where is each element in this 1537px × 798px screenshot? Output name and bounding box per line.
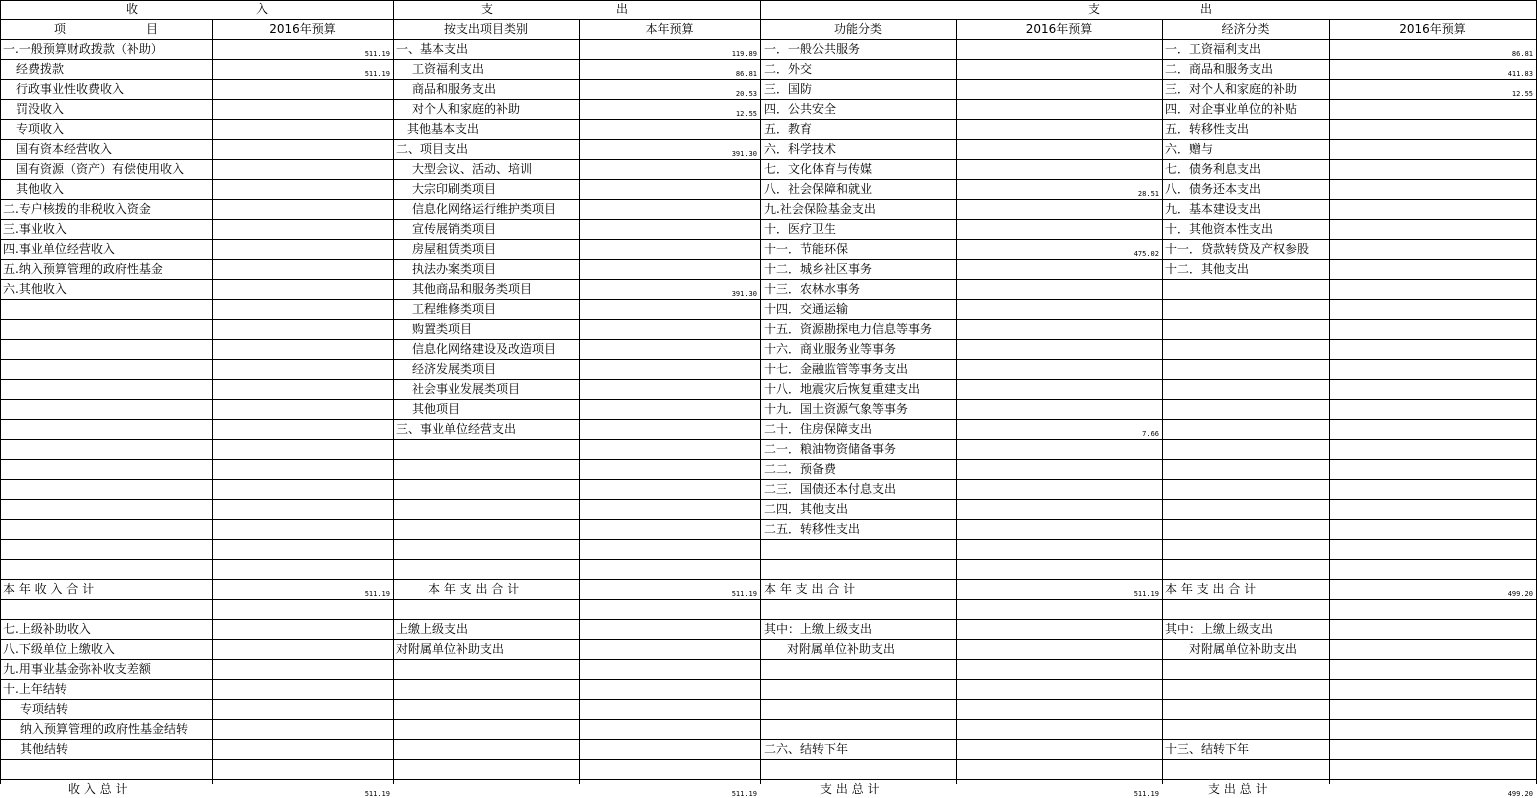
function-category-item: 支 出 总 计	[820, 782, 880, 796]
function-category-item: 十三．农林水事务	[764, 282, 861, 296]
project-budget-value: 119.89	[731, 50, 757, 58]
income-item: 专项收入	[16, 122, 65, 136]
expense-title-char-1: 支	[480, 2, 493, 16]
income-item: 行政事业性收费收入	[16, 82, 125, 96]
function-category-item: 十八．地震灾后恢复重建支出	[764, 382, 921, 396]
grid-line	[0, 599, 1537, 600]
grid-line	[0, 699, 1537, 700]
project-budget-value: 391.30	[731, 290, 757, 298]
project-budget-value: 511.19	[731, 790, 757, 798]
expense-title-2-char-1: 支	[1087, 2, 1100, 16]
income-item: 三.事业收入	[3, 222, 67, 236]
function-category-item: 八．社会保障和就业	[764, 182, 873, 196]
function-category-item: 十．医疗卫生	[764, 222, 837, 236]
project-category-item: 三、事业单位经营支出	[396, 422, 517, 436]
project-category-item: 对个人和家庭的补助	[412, 102, 521, 116]
column-header: 本年预算	[645, 22, 694, 36]
income-item: 国有资源（资产）有偿使用收入	[16, 162, 185, 176]
income-title-char-2: 入	[255, 2, 268, 16]
grid-line	[0, 539, 1537, 540]
function-budget-value: 28.51	[1137, 190, 1159, 198]
income-item: 五.纳入预算管理的政府性基金	[3, 262, 163, 276]
function-category-item: 二五．转移性支出	[764, 522, 861, 536]
income-item: 其他结转	[20, 742, 69, 756]
function-category-item: 十一．节能环保	[764, 242, 849, 256]
grid-line	[0, 779, 1537, 780]
grid-line	[0, 0, 1, 784]
project-category-item: 执法办案类项目	[412, 262, 497, 276]
function-budget-value: 511.19	[1133, 590, 1159, 598]
project-category-item: 信息化网络运行维护类项目	[412, 202, 557, 216]
income-value: 511.19	[364, 590, 390, 598]
economic-budget-value: 12.55	[1511, 90, 1533, 98]
function-category-item: 十四．交通运输	[764, 302, 849, 316]
grid-line	[0, 19, 1537, 20]
col-header-item-char-2: 目	[145, 22, 158, 36]
column-header: 2016年预算	[1025, 22, 1093, 36]
grid-line	[760, 0, 761, 784]
function-budget-value: 475.02	[1133, 250, 1159, 258]
project-category-item: 信息化网络建设及改造项目	[412, 342, 557, 356]
income-item: 九.用事业基金弥补收支差额	[3, 662, 151, 676]
expense-title-2-char-2: 出	[1199, 2, 1212, 16]
function-category-item: 二一．粮油物资储备事务	[764, 442, 897, 456]
economic-category-item: 十一．贷款转贷及产权参股	[1165, 242, 1310, 256]
function-budget-value: 7.66	[1142, 430, 1159, 438]
project-category-item: 其他项目	[412, 402, 461, 416]
function-category-item: 九.社会保险基金支出	[764, 202, 876, 216]
project-category-item: 社会事业发展类项目	[412, 382, 521, 396]
project-category-item: 宣传展销类项目	[412, 222, 497, 236]
function-category-item: 二三．国债还本付息支出	[764, 482, 897, 496]
income-item: 纳入预算管理的政府性基金结转	[20, 722, 189, 736]
function-category-item: 十九．国土资源气象等事务	[764, 402, 909, 416]
income-item: 国有资本经营收入	[16, 142, 113, 156]
grid-line	[956, 19, 957, 784]
grid-line	[0, 759, 1537, 760]
function-category-item: 本 年 支 出 合 计	[764, 582, 856, 596]
economic-category-item: 其中：上缴上级支出	[1165, 622, 1274, 636]
grid-line	[0, 559, 1537, 560]
economic-category-item: 十三、结转下年	[1165, 742, 1250, 756]
grid-line	[1162, 19, 1163, 784]
project-category-item: 上缴上级支出	[396, 622, 469, 636]
project-category-item: 大型会议、活动、培训	[412, 162, 533, 176]
income-item: 收 入 总 计	[68, 782, 128, 796]
project-budget-value: 20.53	[735, 90, 757, 98]
economic-category-item: 本 年 支 出 合 计	[1165, 582, 1257, 596]
grid-line	[0, 679, 1537, 680]
income-item: 四.事业单位经营收入	[3, 242, 115, 256]
grid-line	[1329, 19, 1330, 784]
project-category-item: 对附属单位补助支出	[396, 642, 505, 656]
project-budget-value: 391.30	[731, 150, 757, 158]
function-category-item: 二十．住房保障支出	[764, 422, 873, 436]
income-item: 二.专户核拨的非税收入资金	[3, 202, 151, 216]
project-category-item: 一、基本支出	[396, 42, 469, 56]
income-item: 七.上级补助收入	[3, 622, 91, 636]
income-item: 十.上年结转	[3, 682, 67, 696]
project-category-item: 其他商品和服务类项目	[412, 282, 533, 296]
economic-category-item: 十．其他资本性支出	[1165, 222, 1274, 236]
economic-budget-value: 411.83	[1507, 70, 1533, 78]
grid-line	[212, 19, 213, 784]
income-item: 经费拨款	[16, 62, 65, 76]
economic-category-item: 八．债务还本支出	[1165, 182, 1262, 196]
income-item: 八.下级单位上缴收入	[3, 642, 115, 656]
function-category-item: 四．公共安全	[764, 102, 837, 116]
function-category-item: 二．外交	[764, 62, 813, 76]
grid-line	[0, 719, 1537, 720]
project-category-item: 工资福利支出	[412, 62, 485, 76]
income-item: 罚没收入	[16, 102, 65, 116]
economic-category-item: 一．工资福利支出	[1165, 42, 1262, 56]
function-category-item: 对附属单位补助支出	[787, 642, 896, 656]
column-header: 经济分类	[1221, 22, 1270, 36]
income-item: 其他收入	[16, 182, 65, 196]
economic-budget-value: 499.20	[1507, 790, 1533, 798]
function-budget-value: 511.19	[1133, 790, 1159, 798]
function-category-item: 五．教育	[764, 122, 813, 136]
income-title-char-1: 收	[125, 2, 138, 16]
income-value: 511.19	[364, 790, 390, 798]
function-category-item: 七．文化体育与传媒	[764, 162, 873, 176]
project-category-item: 经济发展类项目	[412, 362, 497, 376]
income-item: 六.其他收入	[3, 282, 67, 296]
project-category-item: 工程维修类项目	[412, 302, 497, 316]
grid-line	[0, 0, 1537, 1]
project-budget-value: 86.81	[735, 70, 757, 78]
project-category-item: 大宗印刷类项目	[412, 182, 497, 196]
project-category-item: 商品和服务支出	[412, 82, 497, 96]
function-category-item: 十六．商业服务业等事务	[764, 342, 897, 356]
function-category-item: 其中：上缴上级支出	[764, 622, 873, 636]
economic-category-item: 二．商品和服务支出	[1165, 62, 1274, 76]
grid-line	[0, 639, 1537, 640]
economic-category-item: 七．债务利息支出	[1165, 162, 1262, 176]
economic-category-item: 对附属单位补助支出	[1189, 642, 1298, 656]
economic-category-item: 支 出 总 计	[1208, 782, 1268, 796]
column-header: 2016年预算	[269, 22, 336, 36]
income-item: 一.一般预算财政拨款（补助）	[3, 42, 163, 56]
income-value: 511.19	[364, 70, 390, 78]
project-category-item: 本 年 支 出 合 计	[428, 582, 520, 596]
project-category-item: 其他基本支出	[407, 122, 480, 136]
project-budget-value: 12.55	[735, 110, 757, 118]
project-category-item: 二、项目支出	[396, 142, 469, 156]
col-header-item-char-1: 项	[53, 22, 66, 36]
column-header: 按支出项目类别	[443, 22, 528, 36]
function-category-item: 一．一般公共服务	[764, 42, 861, 56]
economic-category-item: 九．基本建设支出	[1165, 202, 1262, 216]
function-category-item: 二六、结转下年	[764, 742, 849, 756]
expense-title-char-2: 出	[615, 2, 628, 16]
function-category-item: 十二．城乡社区事务	[764, 262, 873, 276]
economic-budget-value: 86.81	[1511, 50, 1533, 58]
economic-category-item: 四．对企事业单位的补贴	[1165, 102, 1298, 116]
column-header: 功能分类	[833, 22, 882, 36]
grid-line	[393, 0, 394, 784]
function-category-item: 十七．金融监管等事务支出	[764, 362, 909, 376]
economic-category-item: 十二．其他支出	[1165, 262, 1250, 276]
economic-category-item: 六．赠与	[1165, 142, 1214, 156]
grid-line	[579, 19, 580, 784]
column-header: 2016年预算	[1399, 22, 1466, 36]
income-item: 专项结转	[20, 702, 69, 716]
income-item: 本 年 收 入 合 计	[3, 582, 95, 596]
economic-budget-value: 499.20	[1507, 590, 1533, 598]
economic-category-item: 五．转移性支出	[1165, 122, 1250, 136]
function-category-item: 二四．其他支出	[764, 502, 849, 516]
function-category-item: 十五．资源勘探电力信息等事务	[764, 322, 933, 336]
function-category-item: 六．科学技术	[764, 142, 837, 156]
project-category-item: 购置类项目	[412, 322, 473, 336]
function-category-item: 三．国防	[764, 82, 813, 96]
income-value: 511.19	[364, 50, 390, 58]
grid-line	[0, 659, 1537, 660]
project-budget-value: 511.19	[731, 590, 757, 598]
project-category-item: 房屋租赁类项目	[412, 242, 497, 256]
economic-category-item: 三．对个人和家庭的补助	[1165, 82, 1298, 96]
function-category-item: 二二．预备费	[764, 462, 837, 476]
